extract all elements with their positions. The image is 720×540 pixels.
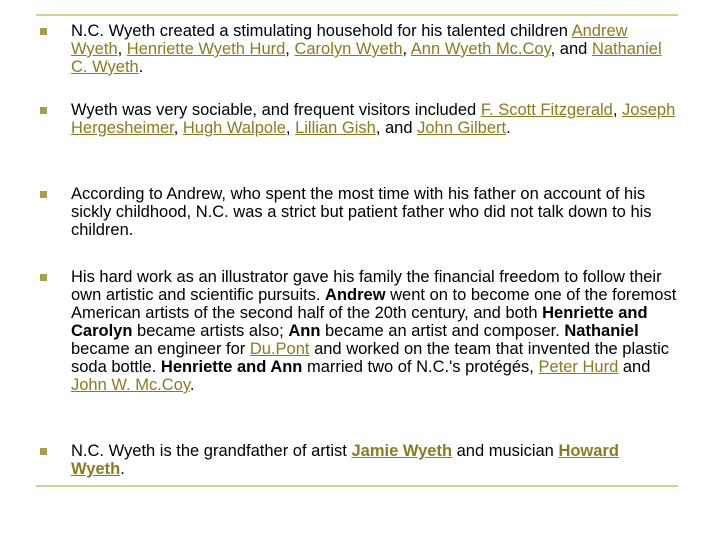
text-run: According to Andrew, who spent the most time with his father on account of his sickly childhood, N.C. was a strict but patient father who did not talk down to his children.	[71, 185, 652, 239]
top-divider	[36, 14, 678, 16]
square-bullet-icon	[40, 107, 47, 114]
link-ann-wyeth-mccoy[interactable]: Ann Wyeth Mc.Coy	[410, 40, 551, 58]
text-run: ,	[117, 40, 127, 58]
text-run: and musician	[452, 442, 559, 460]
text-run: went on to become one of the foremost American artists of the second half of the 20th century, and both	[71, 286, 677, 322]
link-dupont[interactable]: Du.Pont	[249, 340, 310, 358]
bold-name: Henriette and Carolyn	[71, 304, 648, 340]
text-run: .	[120, 460, 125, 478]
text-run: ,	[402, 40, 411, 58]
link-joseph-hergesheimer[interactable]: Joseph Hergesheimer	[71, 101, 676, 137]
text-run: became an engineer for	[71, 340, 250, 358]
text-run: N.C. Wyeth created a stimulating household for his talented children	[71, 22, 572, 40]
text-run: and	[618, 358, 651, 376]
text-run: .	[138, 58, 144, 76]
link-f-scott-fitzgerald[interactable]: F. Scott Fitzgerald	[480, 101, 613, 119]
link-howard-wyeth[interactable]: Howard Wyeth	[71, 442, 619, 478]
square-bullet-icon	[40, 191, 47, 198]
text-run: Wyeth was very sociable, and frequent visitors included	[71, 101, 481, 119]
square-bullet-icon	[40, 274, 47, 281]
text-run: ,	[173, 119, 183, 137]
text-run: , and	[375, 119, 418, 137]
text-run: ,	[285, 40, 295, 58]
bold-name: Andrew	[325, 286, 386, 304]
text-run: .	[506, 119, 511, 137]
link-andrew-wyeth[interactable]: Andrew Wyeth	[71, 22, 628, 58]
text-run: , and	[550, 40, 592, 58]
text-run: became artists also;	[132, 322, 289, 340]
link-hugh-walpole[interactable]: Hugh Walpole	[182, 119, 286, 137]
link-john-w-mccoy[interactable]: John W. Mc.Coy	[71, 376, 190, 394]
text-run: ,	[285, 119, 296, 137]
link-lillian-gish[interactable]: Lillian Gish	[295, 119, 376, 137]
text-run: ,	[612, 101, 623, 119]
bullet-text	[71, 22, 677, 76]
link-peter-hurd[interactable]: Peter Hurd	[538, 358, 619, 376]
square-bullet-icon	[40, 448, 47, 455]
bullet-text	[71, 101, 677, 137]
bold-name: Henriette and Ann	[160, 358, 303, 376]
text-run: and worked on the team that invented the plastic soda bottle.	[71, 340, 670, 376]
link-nathaniel-c-wyeth[interactable]: Nathaniel C. Wyeth	[71, 40, 662, 76]
bold-name: Nathaniel	[564, 322, 639, 340]
text-run: married two of N.C.'s protégés,	[302, 358, 539, 376]
bullet-text	[71, 268, 677, 394]
link-john-gilbert[interactable]: John Gilbert	[417, 119, 507, 137]
link-jamie-wyeth[interactable]: Jamie Wyeth	[351, 442, 453, 460]
bold-name: Ann	[288, 322, 321, 340]
text-run: became an artist and composer.	[320, 322, 565, 340]
text-run: N.C. Wyeth is the grandfather of artist	[71, 442, 352, 460]
link-henriette-wyeth-hurd[interactable]: Henriette Wyeth Hurd	[126, 40, 286, 58]
bullet-text	[71, 442, 677, 478]
text-run: His hard work as an illustrator gave his family the financial freedom to follow their own artistic and scientific pursuits.	[71, 268, 662, 304]
bullet-text	[71, 185, 677, 239]
link-carolyn-wyeth[interactable]: Carolyn Wyeth	[294, 40, 403, 58]
text-run: .	[189, 376, 195, 394]
square-bullet-icon	[40, 28, 47, 35]
bottom-divider	[36, 485, 678, 487]
